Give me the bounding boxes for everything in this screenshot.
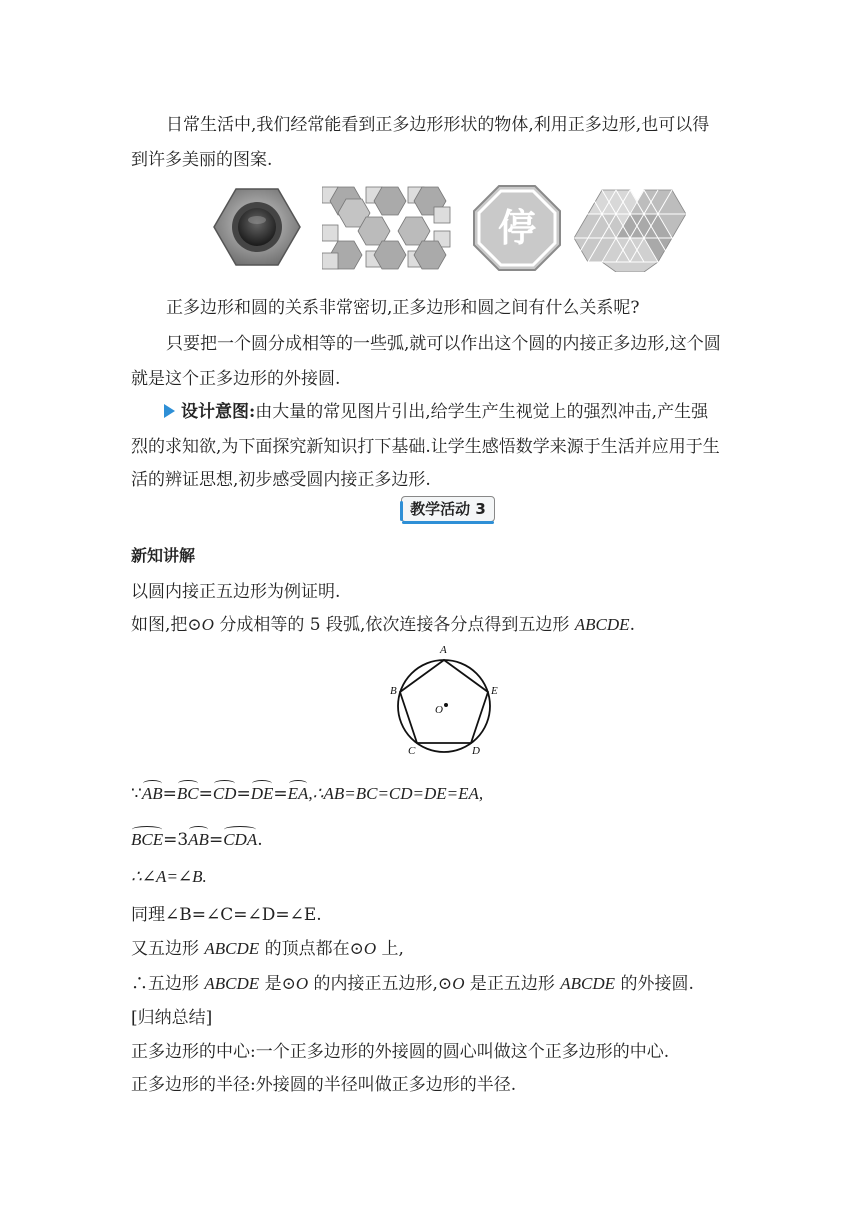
pentagon-name: ABCDE — [204, 974, 260, 993]
line6-b: 是⊙ — [259, 974, 296, 994]
intro-line-2: 到许多美丽的图案. — [131, 150, 273, 170]
because-symbol: ∵ — [131, 784, 142, 804]
center-label-o: O — [435, 704, 443, 716]
chords-equal: ,∴AB=BC=CD=DE=EA, — [308, 784, 484, 803]
eq-sign: = — [198, 784, 213, 804]
figure-intro-line — [131, 610, 731, 635]
inscribed-pentagon-figure — [380, 638, 510, 758]
badge-accent-bottom — [402, 521, 494, 524]
line5-c: 上, — [376, 939, 404, 959]
eq-sign: = — [162, 784, 177, 804]
proof-line-1 — [131, 784, 731, 804]
proof-line-5 — [131, 934, 731, 959]
intro-line-1: 日常生活中,我们经常能看到正多边形形状的物体,利用正多边形,也可以得 — [166, 115, 710, 135]
section-title: 新知讲解 — [131, 546, 196, 565]
line6-e: 的外接圆. — [615, 974, 694, 994]
divide-line-2: 就是这个正多边形的外接圆. — [131, 369, 341, 389]
circumcircle — [398, 660, 490, 752]
circle-name: O — [363, 939, 377, 958]
circle-name: O — [201, 615, 214, 634]
vertex-label-e: E — [491, 685, 498, 697]
vertex-label-b: B — [390, 685, 397, 697]
line6-a: ∴五边形 — [131, 974, 205, 994]
figure-intro-a: 如图,把⊙ — [131, 615, 202, 635]
design-intent-line-1 — [164, 397, 764, 422]
hex-nut-image — [212, 185, 302, 269]
center-point — [444, 703, 448, 707]
eq-sign: = — [236, 784, 251, 804]
times-three: =3 — [163, 830, 189, 850]
period: . — [257, 830, 263, 850]
eq-sign: = — [273, 784, 288, 804]
design-intent-text-1: 由大量的常见图片引出,给学生产生视觉上的强烈冲击,产生强 — [255, 402, 709, 422]
triangle-hexagon-tiling-image — [574, 186, 686, 272]
proof-line-4: 同理∠B=∠C=∠D=∠E. — [131, 905, 322, 925]
arc-ab: AB — [141, 784, 163, 803]
pentagon-name: ABCDE — [560, 974, 616, 993]
arc-ea: EA — [287, 784, 309, 803]
figure-intro-period: . — [629, 615, 635, 635]
vertex-label-d: D — [472, 745, 480, 757]
relation-question: 正多边形和圆的关系非常密切,正多边形和圆之间有什么关系呢? — [166, 298, 640, 318]
line6-d: 是正五边形 — [464, 974, 561, 994]
line5-b: 的顶点都在⊙ — [259, 939, 364, 959]
play-triangle-icon — [164, 404, 175, 418]
hexagon-square-tiling-image — [322, 185, 452, 271]
arc-cd: CD — [212, 784, 237, 803]
design-intent-label: 设计意图: — [181, 402, 256, 422]
circle-name: O — [452, 974, 465, 993]
activity-badge-label: 教学活动 3 — [410, 500, 486, 518]
vertex-label-c: C — [408, 745, 416, 757]
arc-cda: CDA — [223, 830, 258, 849]
figure-intro-b: 分成相等的 5 段弧,依次连接各分点得到五边形 — [213, 615, 575, 635]
pentagon-name: ABCDE — [204, 939, 260, 958]
arc-bc: BC — [176, 784, 199, 803]
arc-bce: BCE — [131, 830, 164, 849]
summary-radius: 正多边形的半径:外接圆的半径叫做正多边形的半径. — [131, 1075, 517, 1095]
activity-badge — [401, 496, 495, 522]
divide-line-1: 只要把一个圆分成相等的一些弧,就可以作出这个圆的内接正多边形,这个圆 — [166, 334, 721, 354]
arc-ab: AB — [188, 830, 209, 849]
vertex-label-a: A — [440, 644, 447, 656]
stop-sign-char: 停 — [497, 206, 537, 250]
line5-a: 又五边形 — [131, 939, 205, 959]
proof-line-6 — [131, 969, 731, 994]
summary-center: 正多边形的中心:一个正多边形的外接圆的圆心叫做这个正多边形的中心. — [131, 1042, 670, 1062]
design-intent-line-3: 活的辨证思想,初步感受圆内接正多边形. — [131, 470, 431, 490]
pentagon-name: ABCDE — [574, 615, 630, 634]
summary-heading: [归纳总结] — [131, 1008, 213, 1028]
stop-sign-image — [472, 184, 562, 272]
example-line: 以圆内接正五边形为例证明. — [131, 582, 341, 602]
proof-line-2 — [131, 830, 731, 850]
eq-sign: = — [208, 830, 224, 850]
design-intent-line-2: 烈的求知欲,为下面探究新知识打下基础.让学生感悟数学来源于生活并应用于生 — [131, 437, 720, 457]
proof-line-3: ∴∠A=∠B. — [131, 867, 207, 886]
line6-c: 的内接正五边形,⊙ — [308, 974, 453, 994]
badge-accent-left — [400, 501, 403, 521]
arc-de: DE — [250, 784, 274, 803]
circle-name: O — [295, 974, 309, 993]
